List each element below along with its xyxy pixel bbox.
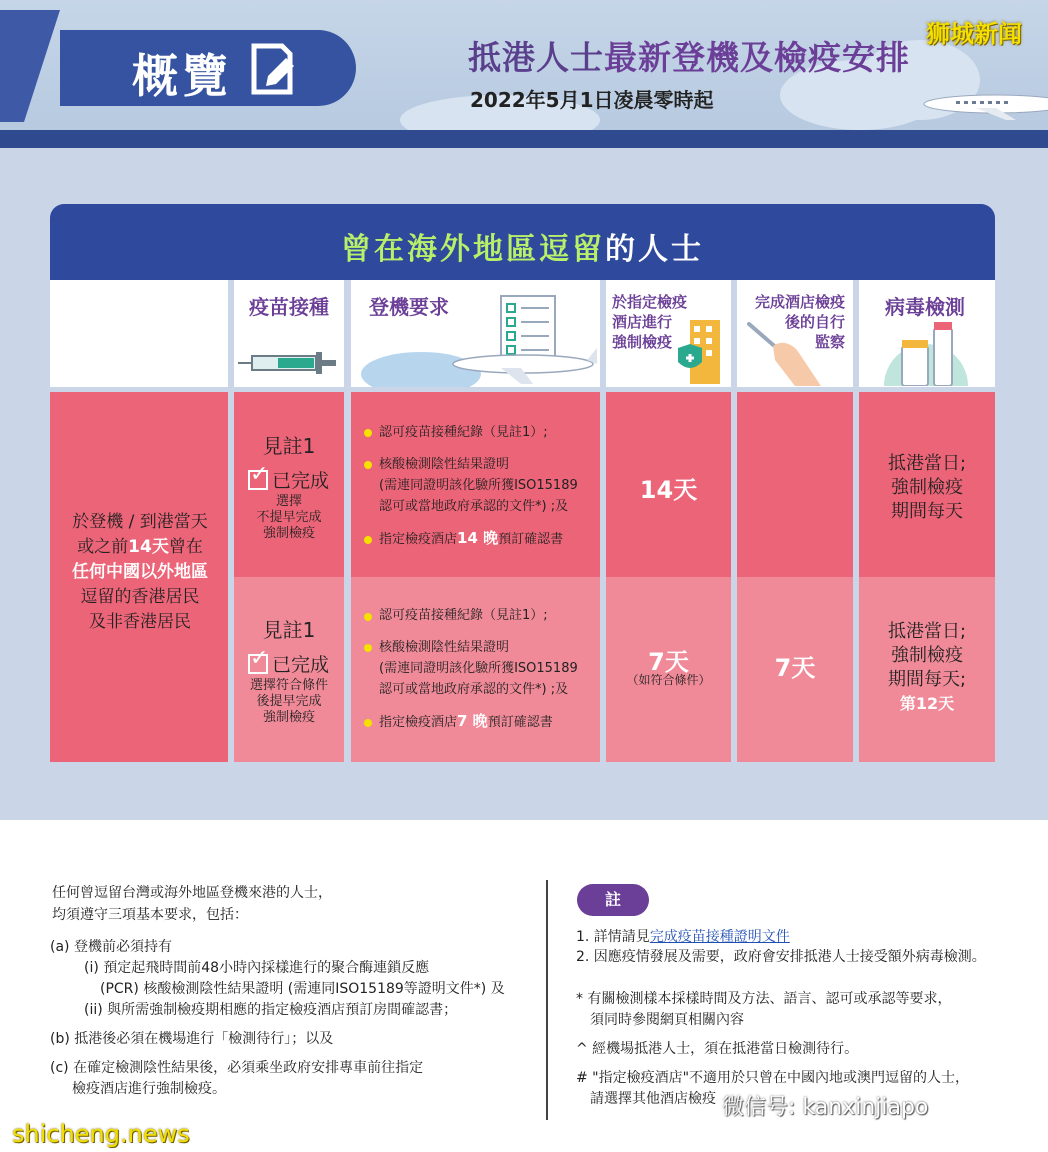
row1-requirement-2 — [379, 454, 578, 517]
bullet-icon — [364, 644, 372, 652]
hotel-label-line: 酒店進行 — [612, 313, 673, 331]
row2-requirement-1: 認可疫苗接種紀錄（見註1）; — [379, 608, 548, 623]
bullet-icon — [364, 429, 372, 437]
row2-requirement-2 — [379, 637, 578, 700]
bullet-icon — [364, 536, 372, 544]
category-days: 14天 — [128, 537, 169, 557]
sample-tubes-icon — [880, 320, 972, 386]
hotel-label-line: 強制檢疫 — [612, 333, 673, 351]
requirement-a-i: (i) 預定起飛時間前48小時內採樣進行的聚合酶連鎖反應 — [84, 960, 430, 976]
brand-watermark: 狮城新闻 — [926, 20, 1022, 48]
vaccine-condition-line: 強制檢疫 — [262, 710, 315, 725]
bullet-icon — [364, 719, 372, 727]
overview-title: 概覽 — [132, 49, 232, 103]
header-stripe — [0, 130, 1048, 148]
row2-virus-test-text — [859, 620, 995, 716]
requirement-text: 指定檢疫酒店 — [379, 532, 458, 547]
title-part2: 最新登機及檢疫安排 — [604, 38, 910, 77]
requirement-line: 認可或當地政府承認的文件*) ;及 — [379, 499, 569, 514]
requirement-nights: 7 晚 — [457, 712, 488, 730]
row1-requirement-1: 認可疫苗接種紀錄（見註1）; — [379, 425, 548, 440]
requirement-line: 認可或當地政府承認的文件*) ;及 — [379, 682, 569, 697]
row1-vaccine-done: 已完成 — [272, 470, 330, 492]
row2-self-monitor-days: 7天 — [774, 654, 816, 682]
column-header-blank — [50, 280, 228, 387]
plane-checklist-icon — [351, 292, 600, 387]
row1-self-monitor-cell — [737, 392, 853, 577]
column-label-virus-test: 病毒檢測 — [885, 295, 965, 319]
note-asterisk-cont: 須同時參閱網頁相關內容 — [590, 1012, 744, 1028]
traveler-category-text — [56, 510, 224, 635]
row2-requirement-3 — [379, 711, 553, 733]
test-line: 強制檢疫 — [891, 477, 963, 498]
requirement-b: (b) 抵港後必須在機場進行「檢測待行」；以及 — [50, 1031, 334, 1047]
row2-vaccine-condition — [235, 678, 343, 726]
self-monitor-label-line: 監察 — [814, 333, 845, 351]
column-divider — [546, 880, 548, 1120]
vaccine-condition-line: 強制檢疫 — [262, 526, 315, 541]
card-title-highlight: 曾在海外地區逗留 — [341, 232, 605, 267]
row2-hotel-days: 7天 — [648, 648, 689, 676]
test-line: 期間每天; — [887, 669, 967, 690]
category-line: 逗留的香港居民 — [80, 587, 200, 607]
column-label-boarding: 登機要求 — [369, 295, 449, 319]
header-banner — [0, 0, 1048, 148]
requirement-line: 核酸檢測陰性結果證明 — [379, 640, 510, 655]
syringe-icon — [234, 342, 344, 382]
note-1 — [576, 927, 790, 948]
vaccine-condition-line: 選擇符合條件 — [249, 678, 328, 693]
card-title — [50, 224, 995, 268]
row2-vaccine-note-ref: 見註1 — [262, 618, 316, 642]
site-watermark: shicheng.news — [12, 1120, 190, 1148]
category-line — [56, 535, 224, 560]
hotel-label-line: 於指定檢疫 — [612, 293, 688, 311]
intro-line: 任何曾逗留台灣或海外地區登機來港的人士， — [52, 885, 332, 901]
notes-badge: 註 — [577, 884, 649, 916]
effective-date: 2022年5月1日凌晨零時起 — [470, 88, 714, 112]
note-hash: # "指定檢疫酒店"不適用於只曾在中國內地或澳門逗留的人士， — [576, 1070, 970, 1086]
checkmark-icon: ✓ — [250, 646, 269, 671]
vaccine-condition-line: 後提早完成 — [256, 694, 322, 709]
requirement-text: 預訂確認書 — [487, 715, 553, 730]
category-highlight: 任何中國以外地區 — [72, 562, 208, 582]
test-highlight-day: 第12天 — [899, 694, 955, 713]
banner-tab-shape — [0, 10, 60, 122]
note-2: 2. 因應疫情發展及需要，政府會安排抵港人士接受額外病毒檢測。 — [576, 949, 986, 965]
self-monitor-label-line: 完成酒店檢疫 — [754, 293, 845, 311]
bullet-icon — [364, 613, 372, 621]
self-monitor-label-line: 後的自行 — [784, 313, 845, 331]
vaccine-condition-line: 不提早完成 — [256, 510, 322, 525]
intro-line: 均須遵守三項基本要求，包括： — [52, 907, 248, 923]
requirement-text: 指定檢疫酒店 — [379, 715, 458, 730]
note-hash-cont: 請選擇其他酒店檢疫 — [590, 1091, 716, 1107]
basic-requirements-intro — [52, 882, 332, 926]
category-line: 於登機 / 到港當天 — [72, 512, 208, 532]
vaccine-condition-line: 選擇 — [275, 494, 302, 509]
row1-vaccine-note-ref: 見註1 — [262, 434, 316, 458]
airplane-icon — [916, 90, 1048, 120]
category-line: 及非香港居民 — [89, 612, 191, 632]
category-text: 曾在 — [168, 537, 203, 557]
checkmark-icon: ✓ — [250, 462, 269, 487]
page-title — [468, 32, 910, 79]
requirement-c: (c) 在確定檢測陰性結果後，必須乘坐政府安排專車前往指定 — [50, 1060, 424, 1076]
requirement-line: (需連同證明該化驗所獲ISO15189 — [379, 478, 578, 493]
row1-vaccine-condition — [235, 494, 343, 542]
thermometer-hand-icon — [745, 320, 825, 386]
test-line: 抵港當日; — [887, 621, 967, 642]
title-part1: 抵港人士 — [468, 38, 604, 77]
test-line: 期間每天 — [891, 501, 963, 522]
category-text: 或之前 — [77, 537, 129, 557]
row1-virus-test-text — [859, 452, 995, 524]
requirement-a-ii: (ii) 與所需強制檢疫期相應的指定檢疫酒店預訂房間確認書； — [84, 1002, 458, 1018]
wechat-watermark: 微信号: kanxinjiapo — [722, 1095, 929, 1120]
requirement-nights: 14 晚 — [457, 529, 499, 547]
row2-vaccine-done: 已完成 — [272, 654, 330, 676]
requirement-line: 核酸檢測陰性結果證明 — [379, 457, 510, 472]
note-text: 1. 詳情請見 — [576, 929, 650, 945]
note-asterisk: * 有關檢測樣本採樣時間及方法、語言、認可或承認等要求， — [576, 991, 952, 1007]
note-caret: ^ 經機場抵港人士，須在抵港當日檢測待行。 — [576, 1041, 859, 1057]
requirement-a-i-cont: (PCR) 核酸檢測陰性結果證明 (需連同ISO15189等證明文件*) 及 — [100, 981, 505, 997]
vaccination-proof-link[interactable]: 完成疫苗接種證明文件 — [649, 929, 790, 945]
requirement-a: (a) 登機前必須持有 — [50, 939, 172, 955]
column-label-vaccine: 疫苗接種 — [249, 295, 329, 319]
requirement-line: (需連同證明該化驗所獲ISO15189 — [379, 661, 578, 676]
requirement-text: 預訂確認書 — [498, 532, 564, 547]
bullet-icon — [364, 461, 372, 469]
row1-requirement-3 — [379, 528, 563, 550]
test-line: 抵港當日; — [887, 453, 967, 474]
test-line: 強制檢疫 — [891, 645, 963, 666]
card-title-rest: 的人士 — [605, 232, 704, 267]
hotel-shield-icon — [676, 318, 726, 386]
requirement-c-cont: 檢疫酒店進行強制檢疫。 — [72, 1081, 226, 1097]
document-pen-icon — [246, 42, 298, 96]
row2-hotel-condition: （如符合條件） — [626, 673, 711, 687]
row1-hotel-days: 14天 — [639, 476, 698, 504]
